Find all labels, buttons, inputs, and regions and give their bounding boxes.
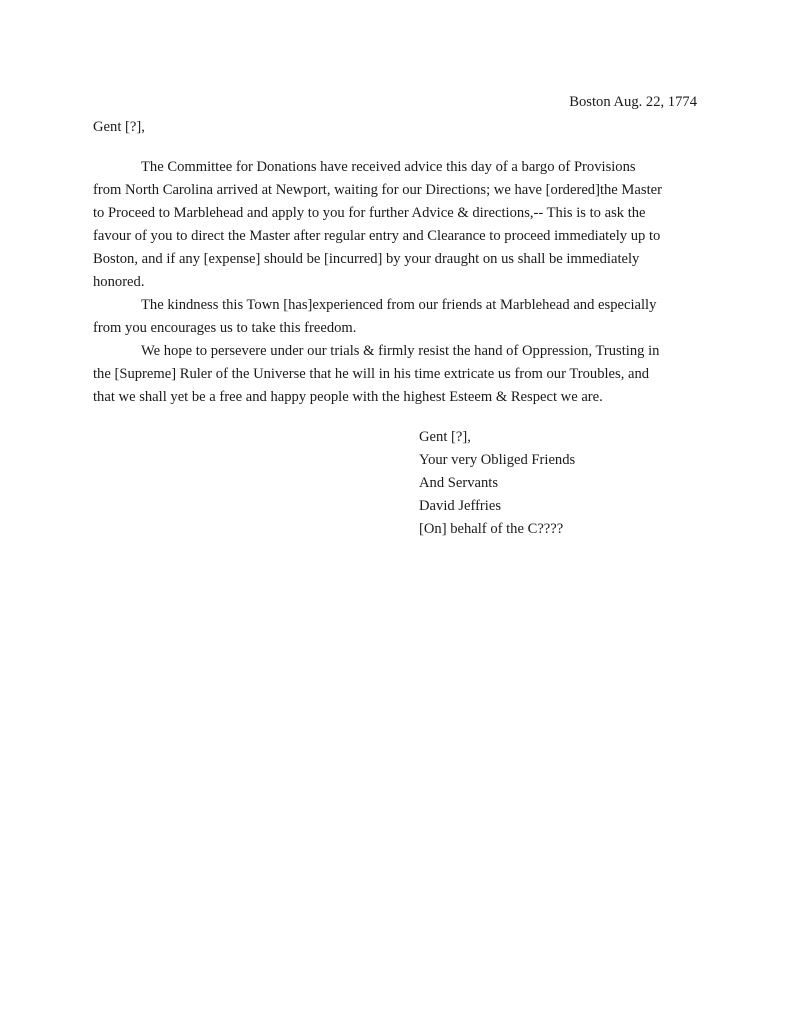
paragraph-line: to Proceed to Marblehead and apply to you for further Advice & directions,-- This is to ask the [93, 205, 646, 221]
signature-affiliation: [On] behalf of the C???? [419, 521, 564, 537]
paragraph-line: favour of you to direct the Master after regular entry and Clearance to proceed immediately up to [93, 228, 661, 244]
paragraph-line: from you encourages us to take this freedom. [93, 320, 357, 336]
paragraph-line: from North Carolina arrived at Newport, waiting for our Directions; we have [ordered]the Master [93, 182, 662, 198]
closing-line: And Servants [419, 475, 499, 491]
closing-salutation: Gent [?], [419, 429, 471, 445]
paragraph-line: honored. [93, 274, 145, 290]
paragraph-line: The kindness this Town [has]experienced from our friends at Marblehead and especially [141, 297, 657, 313]
paragraph-line: We hope to persevere under our trials & firmly resist the hand of Oppression, Trusting in [141, 343, 660, 359]
paragraph-line: Boston, and if any [expense] should be [incurred] by your draught on us shall be immediately [93, 251, 640, 267]
letter-date: Boston Aug. 22, 1774 [569, 94, 697, 110]
paragraph-line: that we shall yet be a free and happy people with the highest Esteem & Respect we are. [93, 389, 603, 405]
closing-line: Your very Obliged Friends [419, 452, 576, 468]
letter-salutation: Gent [?], [93, 119, 145, 135]
paragraph-line: the [Supreme] Ruler of the Universe that he will in his time extricate us from our Troubles, and [93, 366, 650, 382]
signature-name: David Jeffries [419, 498, 501, 514]
paragraph-line: The Committee for Donations have received advice this day of a bargo of Provisions [141, 159, 636, 175]
